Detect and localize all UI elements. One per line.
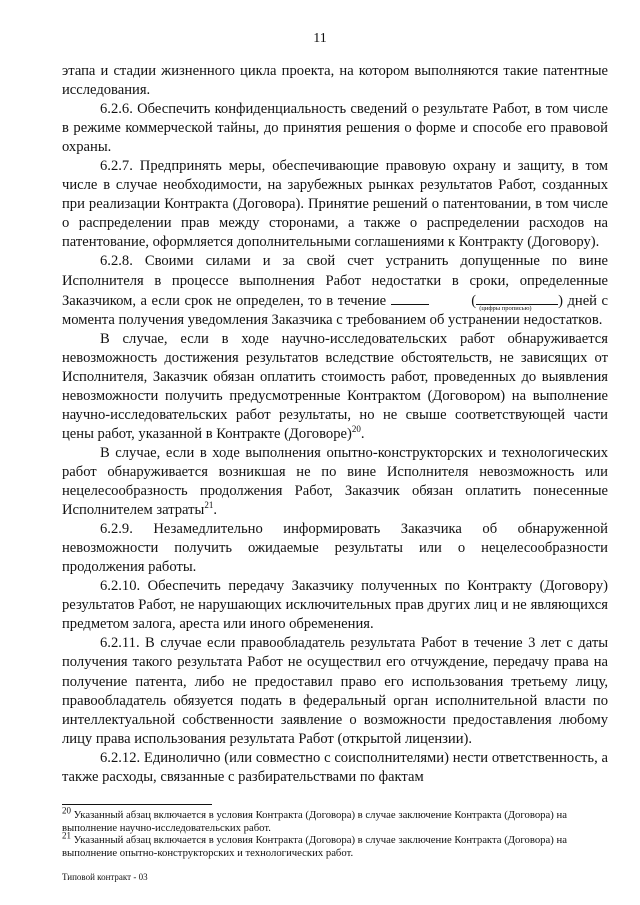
paragraph-design-works: В случае, если в ходе выполнения опытно-конструкторских и технологических работ обнаруживается возникшая не по вине Исполнителя невозможность или нецелесообразность продолжения Работ, Заказчик обязан оплатить понесенные Исполнителем затраты$^{21}$. <box>62 444 608 519</box>
footnote-number: 20 <box>62 805 71 816</box>
clause-6-2-11: 6.2.11. В случае если правообладатель результата Работ в течение 3 лет с даты получения такого результата Работ не осуществил его отчуждение, передачу права на получение патента, либо не предоставил право его использования третьему лицу, правообладатель обязуется подать в федеральный орган исполнительной власти по интеллектуальной собственности заявление о возможности предоставления любому лицу права использования результата Работ (открытой лицензии). <box>62 635 608 747</box>
footnotes <box>62 805 608 860</box>
days-words-blank <box>476 291 558 305</box>
days-words-field: ( (цифры прописью) <box>433 291 558 311</box>
clause-6-2-6: 6.2.6. Обеспечить конфиденциальность сведений о результате Работ, в том числе в режиме коммерческой тайны, до принятия решения о форме и способе его правовой охраны. <box>62 101 608 156</box>
clause-6-2-7: 6.2.7. Предпринять меры, обеспечивающие правовую охрану и защиту, в том числе в случае необходимости, на зарубежных рынках результатов Работ, созданных при реализации Контракта (Договора). Принятие решений о патентовании, в том числе о распределении прав между сторонами, а также о распределении расходов на патентование, оформляется дополнительными соглашениями к Контракту (Договору). <box>62 158 608 251</box>
footnote: $^{20}$ Указанный абзац включается в условия Контракта (Договора) в случае заключение Контракта (Договора) на выполнение научно-исследовательских работ. <box>62 805 567 834</box>
document-footer: Типовой контракт - 03 <box>62 872 148 882</box>
footnote-number: 21 <box>62 830 71 841</box>
footnote-ref[interactable]: 20 <box>351 424 361 435</box>
clause-6-2-12: 6.2.12. Единолично (или совместно с соисполнителями) нести ответственность, а также расходы, связанные с разбирательствами по фактам <box>62 749 608 785</box>
blank-hint: (цифры прописью) <box>479 304 532 312</box>
clause-6-2-9: 6.2.9. Незамедлительно информировать Заказчика об обнаруженной невозможности получить ожидаемые результаты или о нецелесообразности продолжения работы. <box>62 521 608 576</box>
footnote-ref[interactable]: 21 <box>204 500 214 511</box>
paragraph: этапа и стадии жизненного цикла проекта, на котором выполняются такие патентные исследования. <box>62 63 608 99</box>
paragraph-research-works: В случае, если в ходе научно-исследовательских работ обнаруживается невозможность достижения результатов вследствие обстоятельств, не зависящих от Исполнителя, Заказчик обязан оплатить стоимость работ, проведенных до выявления невозможности получить предусмотренные Контрактом (Договором) на выполнение научно-исследовательских работ результаты, но не свыше соответствующей части цены работ, указанной в Контракте (Договоре)$^{20}$. <box>62 330 608 442</box>
clause-text: 6.2.8. Своими силами и за свой счет устранить допущенные по вине Исполнителя в процессе выполнения Работ недостатки в сроки, определенные Заказчиком, а если срок не определен, то в течение <box>62 253 608 309</box>
footnote-divider <box>62 804 212 805</box>
document-body <box>62 62 608 787</box>
clause-6-2-10: 6.2.10. Обеспечить передачу Заказчику полученных по Контракту (Договору) результатов Работ, не нарушающих исключительных прав других лиц и не являющихся предметом залога, ареста или иного обременения. <box>62 578 608 633</box>
clause-text: ) дней с момента получения уведомления Заказчика с требованием об устранении недостатков. <box>62 292 608 328</box>
footnote: $^{21}$ Указанный абзац включается в условия Контракта (Договора) в случае заключение Контракта (Договора) на выполнение опытно-конструкторских и технологических работ. <box>62 830 567 860</box>
days-number-blank <box>391 291 429 305</box>
page-number: 11 <box>313 31 327 46</box>
clause-6-2-8 <box>62 252 608 329</box>
